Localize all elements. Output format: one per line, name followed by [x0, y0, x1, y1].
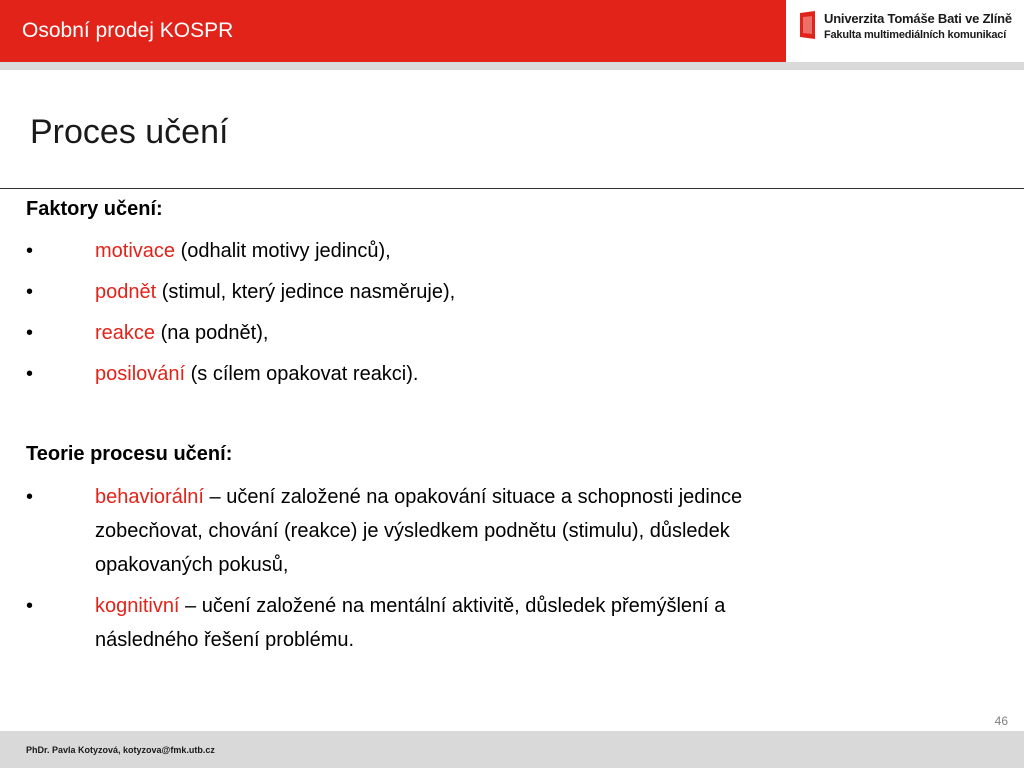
term: reakce: [95, 322, 156, 344]
term-description: (odhalit motivy jedinců),: [175, 240, 391, 262]
term: behaviorální: [95, 486, 204, 508]
bullet: •: [26, 281, 34, 303]
term-description: (s cílem opakovat reakci).: [185, 363, 419, 385]
course-title: Osobní prodej KOSPR: [22, 19, 234, 42]
section-heading-factors: Faktory učení:: [26, 198, 163, 220]
term-description-line: – učení založené na opakování situace a schopnosti jedince: [203, 486, 743, 508]
term: kognitivní: [95, 595, 180, 617]
slide-title: Proces učení: [30, 113, 229, 151]
logo-faculty-name: Fakulta multimediálních komunikací: [824, 29, 1007, 41]
bullet: •: [26, 595, 34, 617]
section-heading-theories: Teorie procesu učení:: [26, 443, 233, 465]
term: motivace: [95, 240, 176, 262]
bullet: •: [26, 363, 34, 385]
bullet: •: [26, 486, 34, 508]
bullet: •: [26, 240, 34, 262]
page-number: 46: [994, 714, 1008, 728]
term-description-line: následného řešení problému.: [95, 629, 355, 651]
logo-university-name: Univerzita Tomáše Bati ve Zlíně: [824, 11, 1012, 26]
term: podnět: [95, 281, 157, 303]
term-description: (na podnět),: [155, 322, 269, 344]
term-description-line: zobecňovat, chování (reakce) je výsledkem podnětu (stimulu), důsledek: [95, 520, 730, 542]
bullet: •: [26, 322, 34, 344]
term-description-line: – učení založené na mentální aktivitě, důsledek přemýšlení a: [179, 595, 726, 617]
footer-author: PhDr. Pavla Kotyzová, kotyzova@fmk.utb.cz: [26, 745, 215, 755]
term: posilování: [95, 363, 186, 385]
term-description: (stimul, který jedince nasměruje),: [156, 281, 456, 303]
term-description-line: opakovaných pokusů,: [95, 554, 289, 576]
